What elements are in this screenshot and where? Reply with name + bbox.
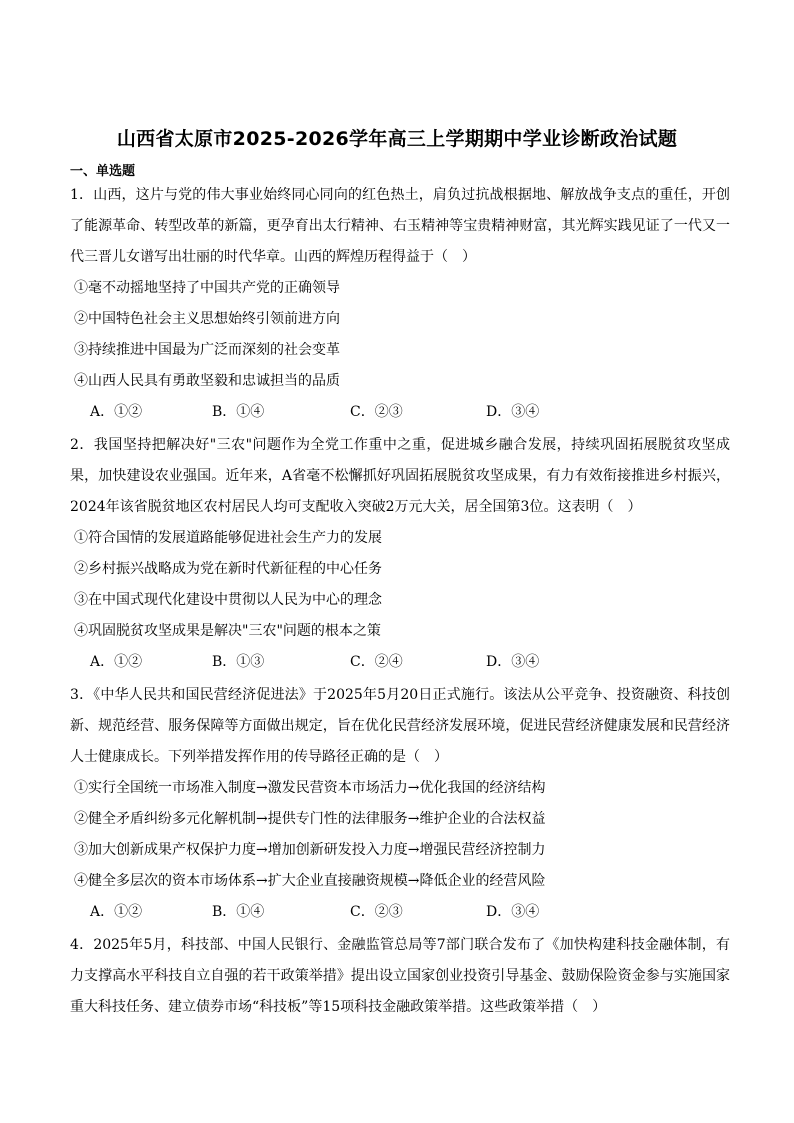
question-stem: 3．《中华人民共和国民营经济促进法》于2025年5月20日正式施行。该法从公平竞争、投资融资、科技创新、规范经营、服务保障等方面做出规定，旨在优化民营经济发展环境，促进民营经济健康发展和民营经济人士健康成长。下列举措发挥作用的传导路径正确的是（ ）	[70, 687, 730, 765]
choice-c[interactable]: C．②③	[350, 404, 403, 420]
question-option: ①毫不动摇地坚持了中国共产党的正确领导	[74, 280, 340, 296]
choice-d[interactable]: D．③④	[486, 404, 540, 420]
choice-b[interactable]: B．①③	[212, 654, 265, 670]
question-option: ②乡村振兴战略成为党在新时代新征程的中心任务	[74, 561, 382, 577]
question-option: ③加大创新成果产权保护力度→增加创新研发投入力度→增强民营经济控制力	[74, 842, 546, 858]
question-option: ④健全多层次的资本市场体系→扩大企业直接融资规模→降低企业的经营风险	[74, 873, 546, 889]
choice-a[interactable]: A．①②	[90, 404, 143, 420]
question-stem: 2．我国坚持把解决好"三农"问题作为全党工作重中之重，促进城乡融合发展，持续巩固拓展脱贫攻坚成果，加快建设农业强国。近年来，A省毫不松懈抓好巩固拓展脱贫攻坚成果，有力有效衔接推进乡村振兴，2024年该省脱贫地区农村居民人均可支配收入突破2万元大关，居全国第3位。这表明（ ）	[70, 437, 730, 515]
question-stem: 4．2025年5月，科技部、中国人民银行、金融监管总局等7部门联合发布了《加快构建科技金融体制，有力支撑高水平科技自立自强的若干政策举措》提出设立国家创业投资引导基金、鼓励保险资金参与实施国家重大科技任务、建立债券市场“科技板”等15项科技金融政策举措。这些政策举措（ ）	[70, 937, 730, 1015]
choice-a[interactable]: A．①②	[90, 654, 143, 670]
question-option: ④巩固脱贫攻坚成果是解决"三农"问题的根本之策	[74, 623, 381, 639]
section-heading: 一、单选题	[70, 164, 136, 179]
choice-b[interactable]: B．①④	[212, 404, 265, 420]
choice-d[interactable]: D．③④	[486, 654, 540, 670]
choice-b[interactable]: B．①④	[212, 904, 265, 920]
answer-choices	[90, 397, 730, 428]
question-option: ①实行全国统一市场准入制度→激发民营资本市场活力→优化我国的经济结构	[74, 780, 546, 796]
choice-c[interactable]: C．②④	[350, 654, 403, 670]
question-option: ②健全矛盾纠纷多元化解机制→提供专门性的法律服务→维护企业的合法权益	[74, 811, 546, 827]
choice-c[interactable]: C．②③	[350, 904, 403, 920]
question-option: ②中国特色社会主义思想始终引领前进方向	[74, 311, 340, 327]
question-option: ③持续推进中国最为广泛而深刻的社会变革	[74, 342, 340, 358]
question-stem: 1．山西，这片与党的伟大事业始终同心同向的红色热土，肩负过抗战根据地、解放战争支点的重任，开创了能源革命、转型改革的新篇，更孕育出太行精神、右玉精神等宝贵精神财富，其光辉实践见证了一代又一代三晋儿女谱写出壮丽的时代华章。山西的辉煌历程得益于（ ）	[70, 187, 730, 265]
answer-choices	[90, 897, 730, 928]
answer-choices	[90, 647, 730, 678]
page-title: 山西省太原市2025-2026学年高三上学期期中学业诊断政治试题	[116, 128, 678, 150]
question-option: ④山西人民具有勇敢坚毅和忠诚担当的品质	[74, 373, 340, 389]
choice-d[interactable]: D．③④	[486, 904, 540, 920]
question-option: ③在中国式现代化建设中贯彻以人民为中心的理念	[74, 592, 382, 608]
question-option: ①符合国情的发展道路能够促进社会生产力的发展	[74, 530, 382, 546]
choice-a[interactable]: A．①②	[90, 904, 143, 920]
